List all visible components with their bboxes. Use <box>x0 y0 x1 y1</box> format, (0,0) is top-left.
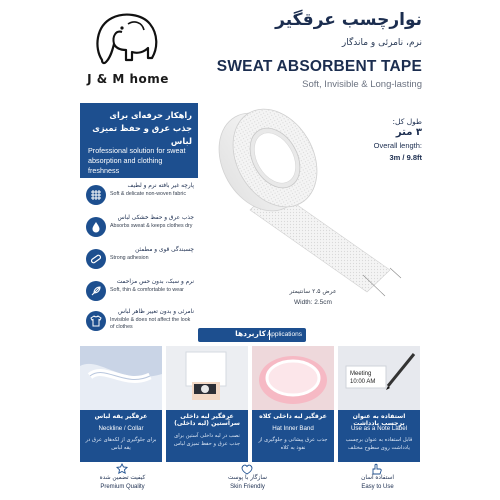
feather-icon <box>86 281 106 301</box>
feature-item <box>80 308 198 338</box>
feature-fa: پارچه غیر بافته نرم و لطیف <box>127 183 194 189</box>
feature-fa: جذب عرق و حفظ خشکی لباس <box>117 215 194 221</box>
note-text-line: Meeting <box>350 371 372 377</box>
product-subtitle-fa: نرم، نامرئی و ماندگار <box>341 38 422 48</box>
adhesive-icon <box>86 249 106 269</box>
feature-en: Soft, thin & comfortable to wear <box>110 287 184 293</box>
card-title-fa: عرقگیر لبه داخلی کلاه <box>259 413 327 420</box>
feature-fa: نامرئی و بدون تغییر ظاهر لباس <box>118 309 194 315</box>
card-description: جذب عرق پیشانی و جلوگیری از نفوذ به کلاه <box>258 437 328 451</box>
product-title-fa: نوارچسب عرقگیر <box>275 10 422 30</box>
feature-item <box>80 246 198 276</box>
quality-icon <box>114 463 130 475</box>
skin-icon <box>239 463 255 475</box>
badge-quality <box>80 470 165 500</box>
badge-skin <box>205 470 290 500</box>
feature-fa: چسبندگی قوی و مطمئن <box>135 247 194 253</box>
badge-label-en: Easy to Use <box>361 484 394 490</box>
length-value-fa: ۳ متر <box>395 127 422 138</box>
feature-item <box>80 182 198 212</box>
applications-title-fa: کاربردها <box>235 329 266 338</box>
badge-easy-use <box>335 470 420 500</box>
footer-badges <box>80 470 420 500</box>
application-card-note <box>338 346 420 462</box>
card-title-fa: عرقگیر لبه داخلی سرآستین (لبه داخلی) <box>174 413 240 427</box>
feature-en: Strong adhesion <box>110 255 149 261</box>
width-label-fa: عرض ۲.۵ سانتیمتر <box>289 288 337 295</box>
feature-en: Absorbs sweat & keeps clothes dry <box>110 223 193 229</box>
elephant-icon <box>88 8 170 70</box>
product-title-en: SWEAT ABSORBENT TAPE <box>216 58 422 75</box>
feature-en: Invisible & does not affect the look of clothes <box>110 317 191 330</box>
card-title-fa: استفاده به عنوان برچسب یادداشت <box>352 413 406 427</box>
badge-label-fa: کیفیت تضمین شده <box>99 475 146 481</box>
application-card-hat <box>252 346 334 462</box>
feature-item <box>80 278 198 308</box>
application-card-collar <box>80 346 162 462</box>
feature-item <box>80 214 198 244</box>
badge-label-en: Premium Quality <box>100 484 145 490</box>
length-label-fa: طول کل: <box>392 117 422 126</box>
card-description: نصب در لبه داخلی آستین برای جذب عرق و حفظ تمیزی لباس <box>173 433 241 447</box>
shirt-icon <box>86 311 106 331</box>
card-description: قابل استفاده به عنوان برچسب یادداشت روی سطوح مختلف <box>345 437 413 451</box>
card-title-en: Neckline / Collar <box>98 425 144 432</box>
card-description: برای جلوگیری از لکه‌های عرق در یقه لباس <box>85 437 157 451</box>
card-title-fa: عرقگیر یقه لباس <box>94 413 148 420</box>
cuff-photo <box>166 346 248 410</box>
note-photo <box>338 346 420 410</box>
feature-fa: نرم و سبک، بدون حس مزاحمت <box>116 279 194 285</box>
easy-use-icon <box>369 463 385 475</box>
product-subtitle-en: Soft, Invisible & Long-lasting <box>302 79 422 90</box>
application-cards <box>80 346 420 464</box>
feature-list <box>80 178 198 336</box>
collar-photo <box>80 346 162 410</box>
note-text-line: 10:00 AM <box>350 379 376 385</box>
fabric-icon <box>86 185 106 205</box>
solution-headline-fa: راهکار حرفه‌ای برای جذب عرق و حفظ تمیزی لباس <box>92 110 192 146</box>
hat-photo <box>252 346 334 410</box>
width-label-en: Width: 2.5cm <box>294 299 332 306</box>
droplet-icon <box>86 217 106 237</box>
application-card-cuff <box>166 346 248 462</box>
badge-label-fa: سازگار با پوست <box>228 475 267 481</box>
badge-label-fa: استفاده آسان <box>361 475 394 481</box>
card-title-en: Hat Inner Band <box>272 425 314 432</box>
feature-en: Soft & delicate non-woven fabric <box>110 191 186 197</box>
applications-title-en: Applications <box>266 331 302 338</box>
badge-label-en: Skin Friendly <box>230 484 265 490</box>
solution-headline-en: Professional solution for sweat absorption and clothing freshness <box>88 146 186 175</box>
brand-name: J & M home <box>87 72 169 86</box>
length-label-en: Overall length: <box>373 141 422 150</box>
applications-banner <box>198 328 306 342</box>
card-title-en: Use as a Note Label <box>350 425 408 432</box>
length-value-en: 3m / 9.8ft <box>389 153 422 162</box>
